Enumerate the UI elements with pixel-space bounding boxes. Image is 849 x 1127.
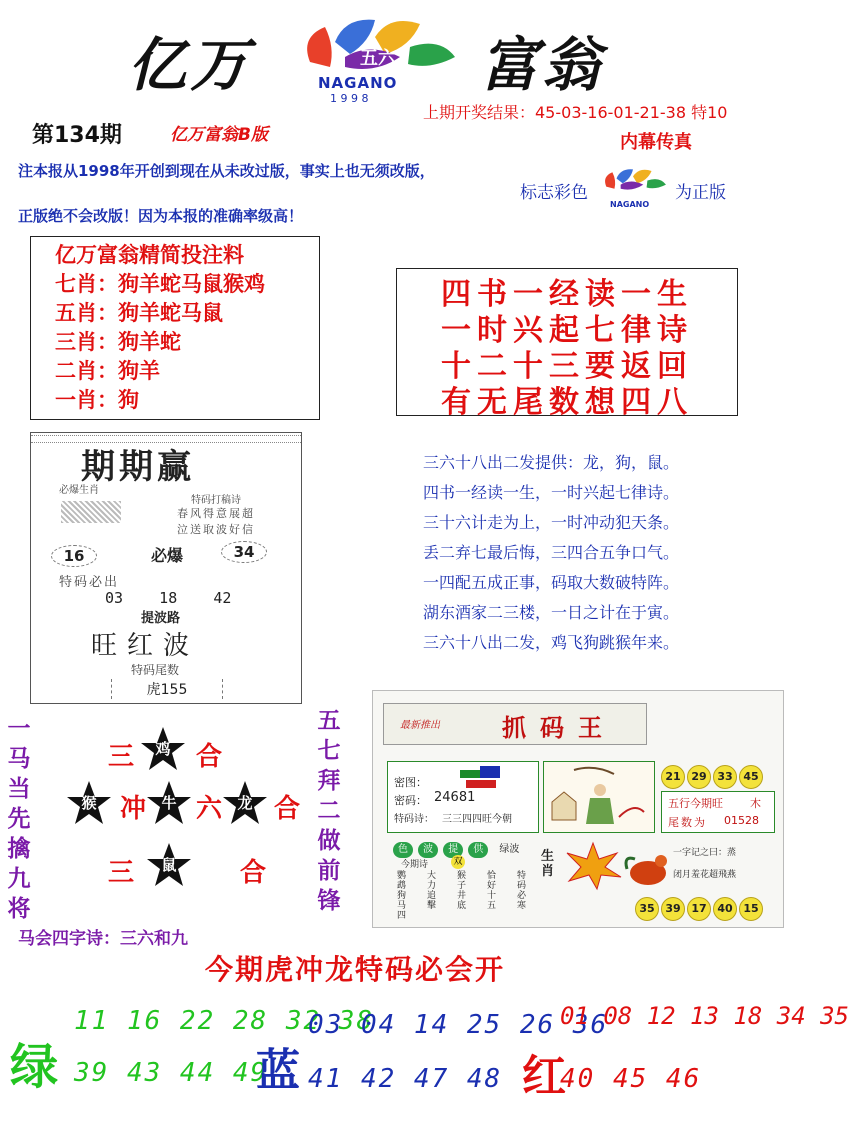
nagano-logo <box>290 12 460 107</box>
five-label: 五行今期旺 <box>668 797 723 810</box>
grid-cell: 六 <box>196 794 223 824</box>
poem-line: 十二十三要返回 <box>441 349 693 384</box>
blue-label: 蓝 <box>256 1045 300 1096</box>
word-hint-label: 一字记之曰： <box>673 848 728 858</box>
blue-nums-1: 03 04 14 25 26 36 <box>308 1010 609 1040</box>
ball: 17 <box>687 897 711 921</box>
small-flower-logo-icon <box>598 158 668 203</box>
left-col-char: 将 <box>7 896 31 922</box>
scan-title: 期期赢 <box>81 447 195 487</box>
grid-cell: 三 <box>108 858 135 888</box>
right-col-char: 前 <box>317 858 341 884</box>
star-label: 龙 <box>237 794 253 812</box>
scan-nums: 03 18 42 <box>105 589 232 607</box>
ball: 29 <box>687 765 711 789</box>
star-label: 鼠 <box>161 856 177 874</box>
scan-num-right: 34 <box>221 541 267 563</box>
wave-char: 色 <box>393 842 413 858</box>
ball: 21 <box>661 765 685 789</box>
tail-value: 01528 <box>724 814 759 827</box>
tips-box <box>30 236 320 420</box>
scan-sub-left: 必爆生肖 <box>59 485 99 496</box>
logo-text: NAGANO <box>318 74 398 92</box>
left-col-char: 先 <box>7 806 31 832</box>
scan-tail: 虎155 <box>111 679 223 699</box>
rooster-icon <box>623 849 673 891</box>
balls-top <box>661 765 765 789</box>
poem-label: 特码诗： <box>394 814 434 825</box>
card-column: 恰好十五 <box>487 871 497 911</box>
balls-bottom <box>635 897 765 921</box>
card-column: 猴子井底 <box>457 871 467 911</box>
ball: 40 <box>713 897 737 921</box>
logo-year: 1 9 9 8 <box>330 92 369 105</box>
scan-special: 特码必出 <box>59 575 120 590</box>
today-mark: 双 <box>451 855 465 869</box>
poem-box <box>396 268 738 420</box>
right-col-char: 拜 <box>317 768 341 794</box>
scan-wave-label: 提波路 <box>141 611 181 626</box>
card-title-bar <box>383 703 647 745</box>
ball: 35 <box>635 897 659 921</box>
catch-code-card <box>372 690 784 928</box>
ball: 39 <box>661 897 685 921</box>
star-badge <box>140 726 186 772</box>
notice-line-2: 正版绝不会改版！因为本报的准确率级高！ <box>18 207 304 225</box>
star-badge <box>222 780 268 826</box>
right-column <box>314 706 344 916</box>
five-value: 木 <box>750 797 761 810</box>
scan-clip <box>30 432 302 704</box>
scan-sub-right: 特码打稿诗 <box>191 495 241 506</box>
star-badge <box>66 780 112 826</box>
verse-line: 四书一经读一生，一时兴起七律诗。 <box>423 483 680 502</box>
verse-line: 三六十八出二发，鸡飞狗跳猴年来。 <box>423 633 680 652</box>
logo-label-right: 为正版 <box>675 183 726 203</box>
fire-burst-icon <box>563 841 623 891</box>
grid-cell: 合 <box>196 742 223 772</box>
last-result: 上期开奖结果：45-03-16-01-21-38 特10 <box>423 103 728 122</box>
left-col-char: 擒 <box>7 836 31 862</box>
tip-row: 七肖：狗羊蛇马鼠猴鸡 <box>55 272 265 296</box>
verse-line: 三六十八出二发提供：龙，狗，鼠。 <box>423 453 680 472</box>
grid-cell: 冲 <box>120 794 147 824</box>
green-nums-2: 39 43 44 49 <box>74 1058 269 1088</box>
tip-row: 五肖：狗羊蛇马鼠 <box>55 301 223 325</box>
card-column: 特码必寒 <box>517 871 527 911</box>
right-col-char: 七 <box>317 738 341 764</box>
star-badge <box>146 780 192 826</box>
issue-number: 第134期 <box>32 123 122 148</box>
title-left: 亿万 <box>128 31 253 99</box>
wave-chars <box>393 837 519 853</box>
tips-heading: 亿万富翁精简投注料 <box>55 243 244 267</box>
left-col-char: 马 <box>7 746 31 772</box>
verse-line: 丢二弃七最后悔，三四合五争口气。 <box>423 543 680 562</box>
card-column: 大力追擊 <box>427 871 437 911</box>
small-logo <box>598 158 668 218</box>
verse-line: 一四配五成正事，码取大数破特阵。 <box>423 573 680 592</box>
five-element-box <box>661 791 775 833</box>
wave-char: 提 <box>443 842 463 858</box>
scan-burst: 必爆 <box>151 546 184 565</box>
slogan: 今期虎冲龙特码必会开 <box>205 953 506 986</box>
left-col-char: 当 <box>7 776 31 802</box>
scholar-picture-icon <box>544 762 654 832</box>
star-label: 猴 <box>81 794 97 812</box>
wave-char: 供 <box>468 842 488 858</box>
right-col-char: 做 <box>317 828 341 854</box>
motto: 闭月羞花超飛燕 <box>673 870 737 880</box>
right-col-char: 二 <box>317 798 341 824</box>
wave-value: 绿波 <box>499 844 520 855</box>
verses-block <box>423 448 679 658</box>
green-nums-1: 11 16 22 28 32 38 <box>74 1006 375 1036</box>
blue-nums-2: 41 42 47 48 <box>308 1064 503 1094</box>
red-nums-2: 40 45 46 <box>560 1064 702 1094</box>
card-title: 抓码王 <box>502 714 616 742</box>
svg-text:五六: 五六 <box>360 48 396 69</box>
word-hint <box>673 845 736 858</box>
grid-cell: 合 <box>240 858 267 888</box>
scan-wave: 旺红波 <box>91 631 200 661</box>
flower-logo-icon <box>290 12 460 82</box>
red-nums-1: 01 08 12 13 18 34 35 <box>560 1002 849 1030</box>
right-col-char: 锋 <box>317 888 341 914</box>
code-value: 24681 <box>434 790 476 805</box>
poem-line: 四书一经读一生 <box>441 277 693 312</box>
grid-cell: 三 <box>108 742 135 772</box>
card-picture <box>543 761 655 833</box>
scan-line-b: 泣送取波好信 <box>177 523 255 536</box>
poem-value: 三三四四旺今朝 <box>442 814 512 825</box>
pwd-image-icon <box>460 766 502 790</box>
title-right: 富翁 <box>480 31 605 99</box>
code-label: 密码： <box>394 794 427 807</box>
rooster-shape-icon <box>623 849 673 891</box>
poem-line: 有无尾数想四八 <box>441 385 693 420</box>
small-logo-text: NAGANO <box>610 200 650 209</box>
left-col-char: 一 <box>7 716 31 742</box>
verse-line: 湖东酒家二三楼，一日之计在于寅。 <box>423 603 680 622</box>
green-label: 绿 <box>10 1039 59 1095</box>
star-badge <box>146 842 192 888</box>
four-word-poem: 马会四字诗：三六和九 <box>18 929 188 949</box>
inner-fax: 内幕传真 <box>620 132 692 153</box>
card-column: 鹦鹉狗马四 <box>397 871 407 921</box>
right-col-char: 五 <box>317 708 341 734</box>
logo-label-left: 标志彩色 <box>520 183 588 203</box>
star-label: 牛 <box>161 794 177 812</box>
left-column <box>4 714 34 924</box>
poem-line: 一时兴起七律诗 <box>441 313 693 348</box>
scan-texture <box>61 501 121 523</box>
scan-num-left: 16 <box>51 545 97 567</box>
card-columns <box>397 871 537 923</box>
scan-line-a: 春风得意展超 <box>177 507 255 520</box>
star-label: 鸡 <box>155 740 171 758</box>
ball: 33 <box>713 765 737 789</box>
ball: 15 <box>739 897 763 921</box>
tip-row: 三肖：狗羊蛇 <box>55 330 181 354</box>
left-col-char: 九 <box>7 866 31 892</box>
grid-cell: 合 <box>274 794 301 824</box>
notice-line-1: 注本报从1998年开创到现在从未改过版，事实上也无须改版， <box>18 162 435 180</box>
tip-row: 二肖：狗羊 <box>55 359 160 383</box>
zodiac-label: 生肖 <box>541 849 555 879</box>
pwd-label: 密图： <box>394 776 427 789</box>
card-top-left: 最新推出 <box>400 720 440 731</box>
wave-char: 波 <box>418 842 438 858</box>
tail-label: 尾数为 <box>668 816 707 829</box>
edition-label: 亿万富翁B版 <box>170 125 268 145</box>
today-label: 今期诗 <box>401 860 429 870</box>
scan-tail-label: 特码尾数 <box>131 663 180 677</box>
card-code-box <box>387 761 539 833</box>
word-value: 蒸 <box>727 848 737 858</box>
red-label: 红 <box>522 1051 566 1102</box>
verse-line: 三十六计走为上，一时冲动犯天条。 <box>423 513 680 532</box>
burst-icon <box>563 841 623 891</box>
ball: 45 <box>739 765 763 789</box>
tip-row: 一肖：狗 <box>55 388 139 412</box>
